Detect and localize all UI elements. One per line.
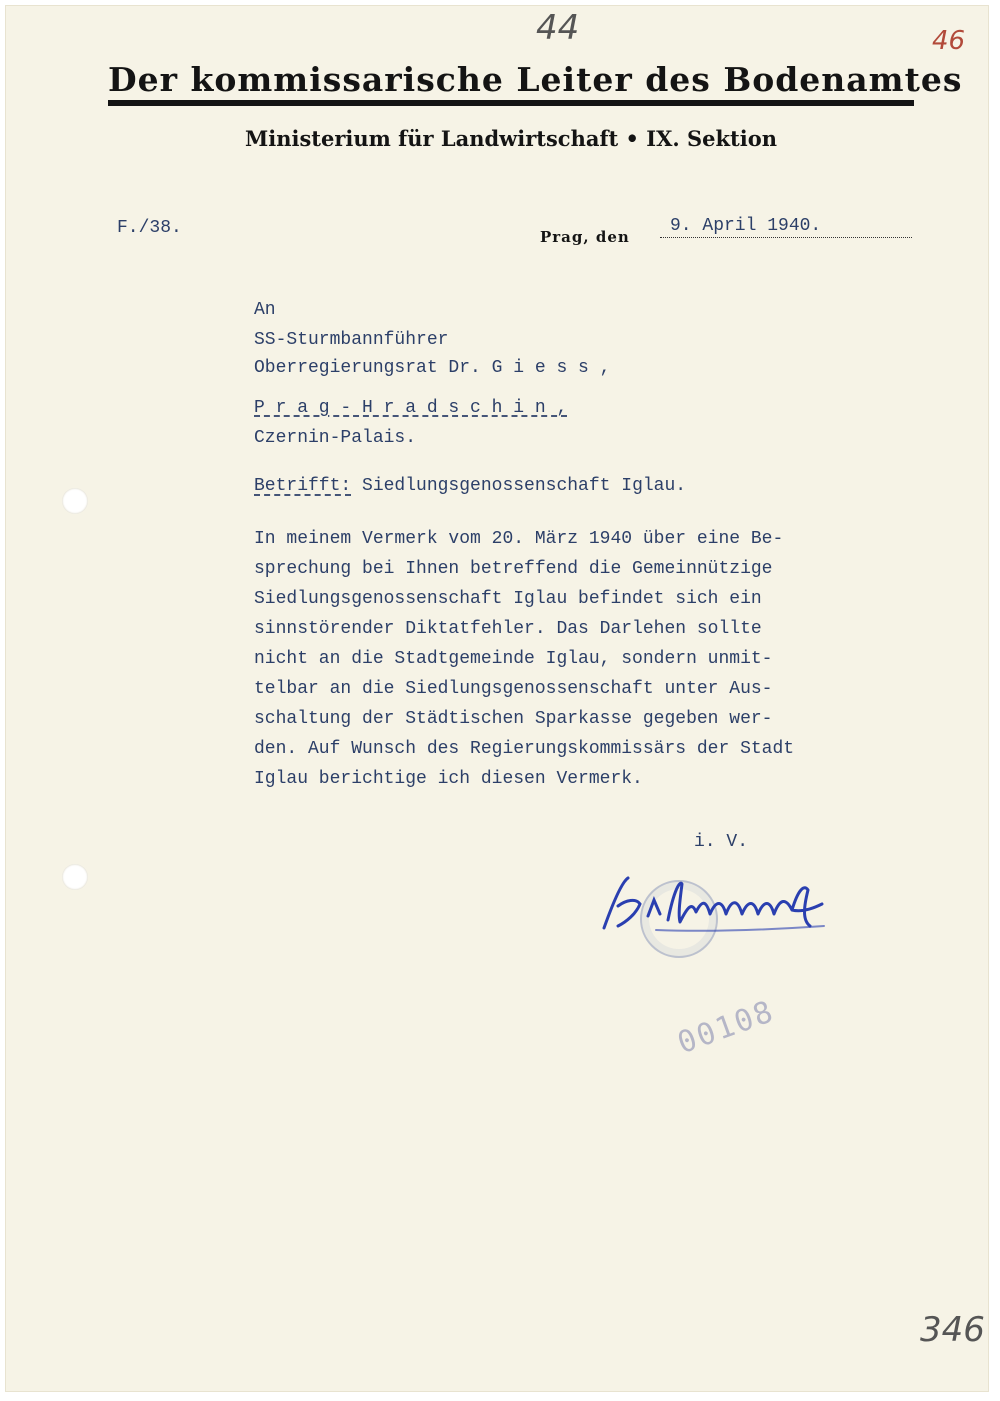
subject-label: Betrifft: xyxy=(254,476,352,496)
punch-hole-upper xyxy=(62,488,88,514)
letter-body xyxy=(254,524,874,794)
punch-hole-lower xyxy=(62,864,88,890)
body-line: Siedlungsgenossenschaft Iglau befindet sich ein xyxy=(254,589,762,609)
body-line: In meinem Vermerk vom 20. März 1940 über eine Be- xyxy=(254,529,784,549)
subject-line xyxy=(254,476,686,496)
date-dotted-line xyxy=(660,237,912,238)
folio-number: 346 xyxy=(920,1310,985,1350)
red-number-top-right: 46 xyxy=(932,26,966,56)
pencil-number-top: 44 xyxy=(536,8,580,48)
letterhead-title: Der kommissarische Leiter des Bodenamtes xyxy=(108,60,963,99)
letterhead-rule xyxy=(108,100,914,106)
body-line: sprechung bei Ihnen betreffend die Gemeinnützige xyxy=(254,559,773,579)
letter-date: 9. April 1940. xyxy=(670,216,822,236)
address-line-5: Czernin-Palais. xyxy=(254,428,417,448)
letterhead-subtitle: Ministerium für Landwirtschaft • IX. Sektion xyxy=(244,126,778,151)
closing-iv: i. V. xyxy=(694,832,749,852)
reference-number: F./38. xyxy=(117,218,182,238)
address-line-3: Oberregierungsrat Dr. G i e s s , xyxy=(254,358,611,378)
handwritten-signature xyxy=(596,870,836,940)
body-line: den. Auf Wunsch des Regierungskommissärs der Stadt xyxy=(254,739,795,759)
stamp-number: 00108 xyxy=(673,993,780,1062)
body-line: sinnstörender Diktatfehler. Das Darlehen sollte xyxy=(254,619,762,639)
address-line-4: P r a g - H r a d s c h i n , xyxy=(254,398,568,418)
body-line: telbar an die Siedlungsgenossenschaft unter Aus- xyxy=(254,679,773,699)
place-label: Prag, den xyxy=(540,228,630,246)
body-line: nicht an die Stadtgemeinde Iglau, sondern unmit- xyxy=(254,649,773,669)
subject-text: Siedlungsgenossenschaft Iglau. xyxy=(351,476,687,496)
address-line-1: An xyxy=(254,300,276,320)
address-line-2: SS-Sturmbannführer xyxy=(254,330,449,350)
body-line: Iglau berichtige ich diesen Vermerk. xyxy=(254,769,643,789)
body-line: schaltung der Städtischen Sparkasse gegeben wer- xyxy=(254,709,773,729)
